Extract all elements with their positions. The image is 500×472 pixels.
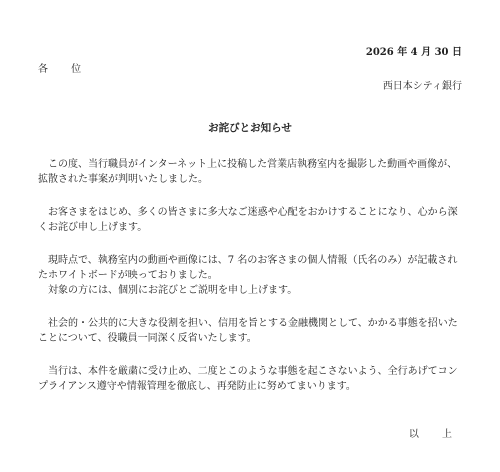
closing-mark: 以 上 bbox=[408, 429, 462, 440]
document-title: お詫びとお知らせ bbox=[208, 122, 292, 134]
document-body bbox=[38, 157, 462, 412]
document-date: 2026 年 4 月 30 日 bbox=[365, 47, 462, 58]
paragraph-individual-apology: 対象の方には、個別にお詫びとご説明を申し上げます。 bbox=[48, 285, 298, 296]
paragraph-apology: お客さまをはじめ、多くの皆さまに多大なご迷惑や心配をおかけすることになり、心から深くお詫び申し上げます。 bbox=[38, 207, 458, 233]
paragraph-incident: この度、当行職員がインターネット上に投稿した営業店執務室内を撮影した動画や画像が、拡散された事案が判明いたしました。 bbox=[38, 159, 458, 185]
sender-name: 西日本シティ銀行 bbox=[382, 81, 462, 92]
paragraph-reflection: 社会的・公共的に大きな役割を担い、信用を旨とする金融機関として、かかる事態を招いたことについて、役職員一同深く反省いたします。 bbox=[38, 318, 458, 344]
addressee: 各 位 bbox=[38, 64, 92, 75]
paragraph-personal-info: 現時点で、執務室内の動画や画像には、7 名のお客さまの個人情報（氏名のみ）が記載されたホワイトボードが映っておりました。 bbox=[38, 255, 458, 281]
paragraph-prevention: 当行は、本件を厳粛に受け止め、二度とこのような事態を起こさないよう、全行あげてコンプライアンス遵守や情報管理を徹底し、再発防止に努めてまいります。 bbox=[38, 366, 458, 392]
